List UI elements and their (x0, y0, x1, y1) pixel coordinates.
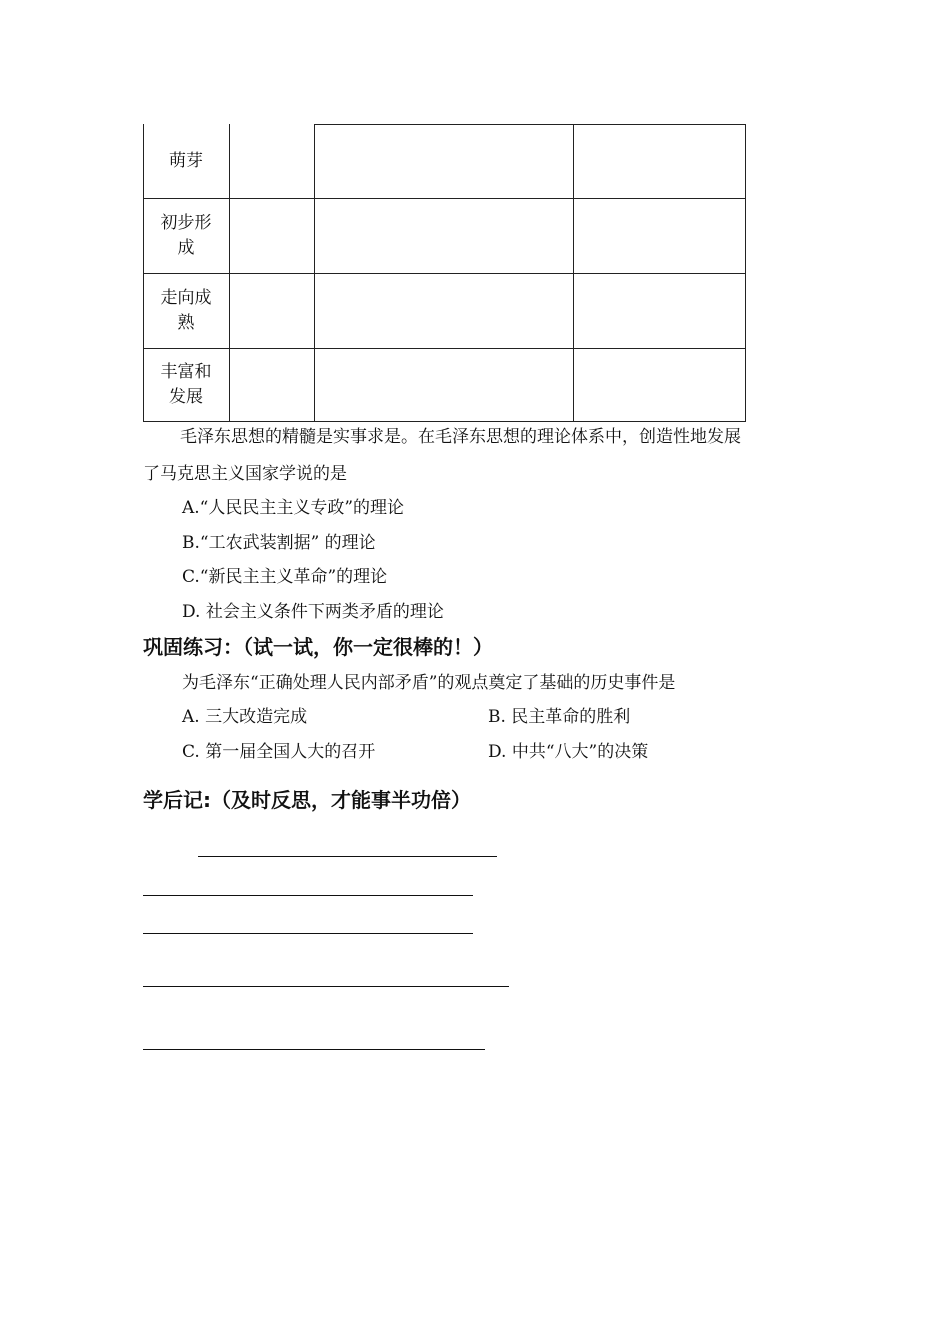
table-row-divider (143, 273, 746, 274)
table-border-bottom (143, 421, 746, 422)
writing-line[interactable] (143, 986, 509, 987)
table-border-top (314, 124, 746, 125)
option-a: A.“人民民主主义专政”的理论 (182, 498, 405, 518)
question-stem: 毛泽东思想的精髓是实事求是。在毛泽东思想的理论体系中，创造性地发展 (180, 427, 741, 447)
practice-heading: 巩固练习：（试一试，你一定很棒的！） (143, 635, 493, 659)
stage-table (143, 124, 746, 422)
practice-option-c: C. 第一届全国人大的召开 (182, 742, 376, 762)
reflection-heading: 学后记:（及时反思，才能事半功倍） (143, 788, 471, 812)
practice-stem: 为毛泽东“正确处理人民内部矛盾”的观点奠定了基础的历史事件是 (182, 673, 676, 693)
table-row-label: 萌芽 (169, 150, 203, 171)
practice-option-d: D. 中共“八大”的决策 (488, 742, 649, 762)
option-c: C.“新民主主义革命”的理论 (182, 567, 388, 587)
table-row-label: 丰富和发展 (160, 362, 212, 407)
table-row-divider (143, 348, 746, 349)
writing-line[interactable] (143, 895, 473, 896)
table-row-divider (143, 198, 746, 199)
option-b: B.“工农武装割据” 的理论 (182, 533, 376, 553)
writing-line[interactable] (143, 1049, 485, 1050)
table-row-label: 初步形成 (160, 212, 212, 258)
option-d: D. 社会主义条件下两类矛盾的理论 (182, 602, 444, 622)
practice-option-b: B. 民主革命的胜利 (488, 707, 631, 727)
practice-option-a: A. 三大改造完成 (182, 707, 308, 727)
table-row-label: 走向成熟 (160, 287, 212, 333)
writing-line[interactable] (143, 933, 473, 934)
writing-line[interactable] (198, 856, 497, 857)
question-stem: 了马克思主义国家学说的是 (143, 464, 347, 484)
